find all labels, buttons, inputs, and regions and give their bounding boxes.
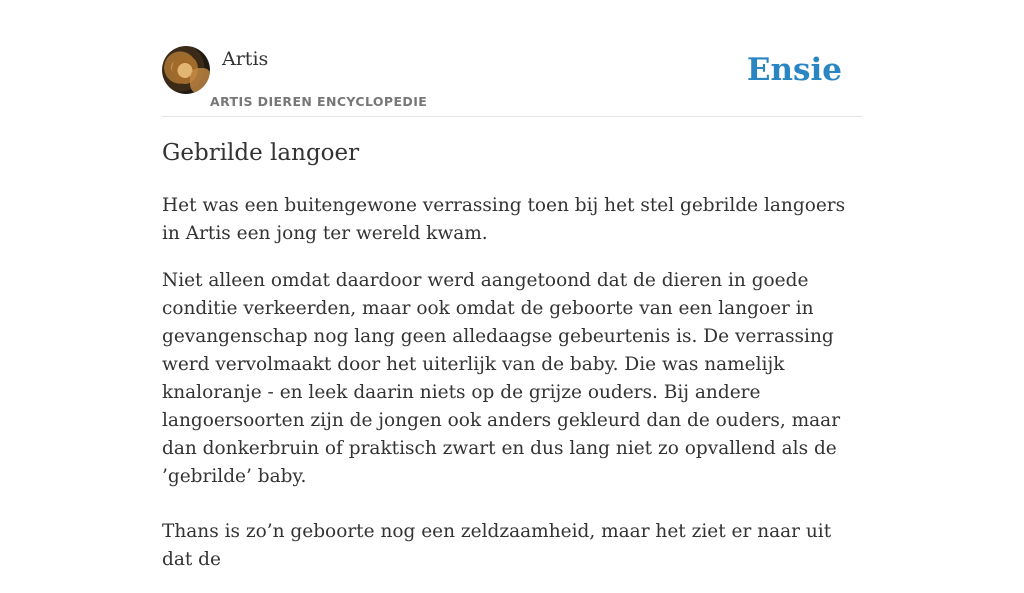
lion-avatar-icon[interactable] <box>162 46 210 94</box>
page-title: Gebrilde langoer <box>162 140 360 166</box>
site-header <box>162 46 862 117</box>
article-paragraph: Het was een buitengewone verrassing toen bij het stel gebrilde langoers in Artis een jong ter wereld kwam. <box>162 195 846 244</box>
site-name[interactable]: Artis <box>222 48 269 70</box>
site-subtitle: ARTIS DIEREN ENCYCLOPEDIE <box>210 94 428 109</box>
article-paragraph: Niet alleen omdat daardoor werd aangetoond dat de dieren in goede conditie verkeerden, maar ook omdat de geboorte van een langoer in gevangenschap nog lang geen alledaagse gebeurtenis is. De verrassing werd vervolmaakt door het uiterlijk van de baby. Die was namelijk knaloranje - en leek daarin niets op de grijze ouders. Bij andere langoersoorten zijn de jongen ook anders gekleurd dan de ouders, maar dan donkerbruin of praktisch zwart en dus lang niet zo opvallend als de ’gebrilde’ baby. <box>162 270 841 487</box>
brand-logo[interactable]: Ensie <box>746 52 842 88</box>
article-paragraph: Thans is zo’n geboorte nog een zeldzaamheid, maar het ziet er naar uit dat de <box>162 521 832 570</box>
article-body <box>162 192 862 593</box>
